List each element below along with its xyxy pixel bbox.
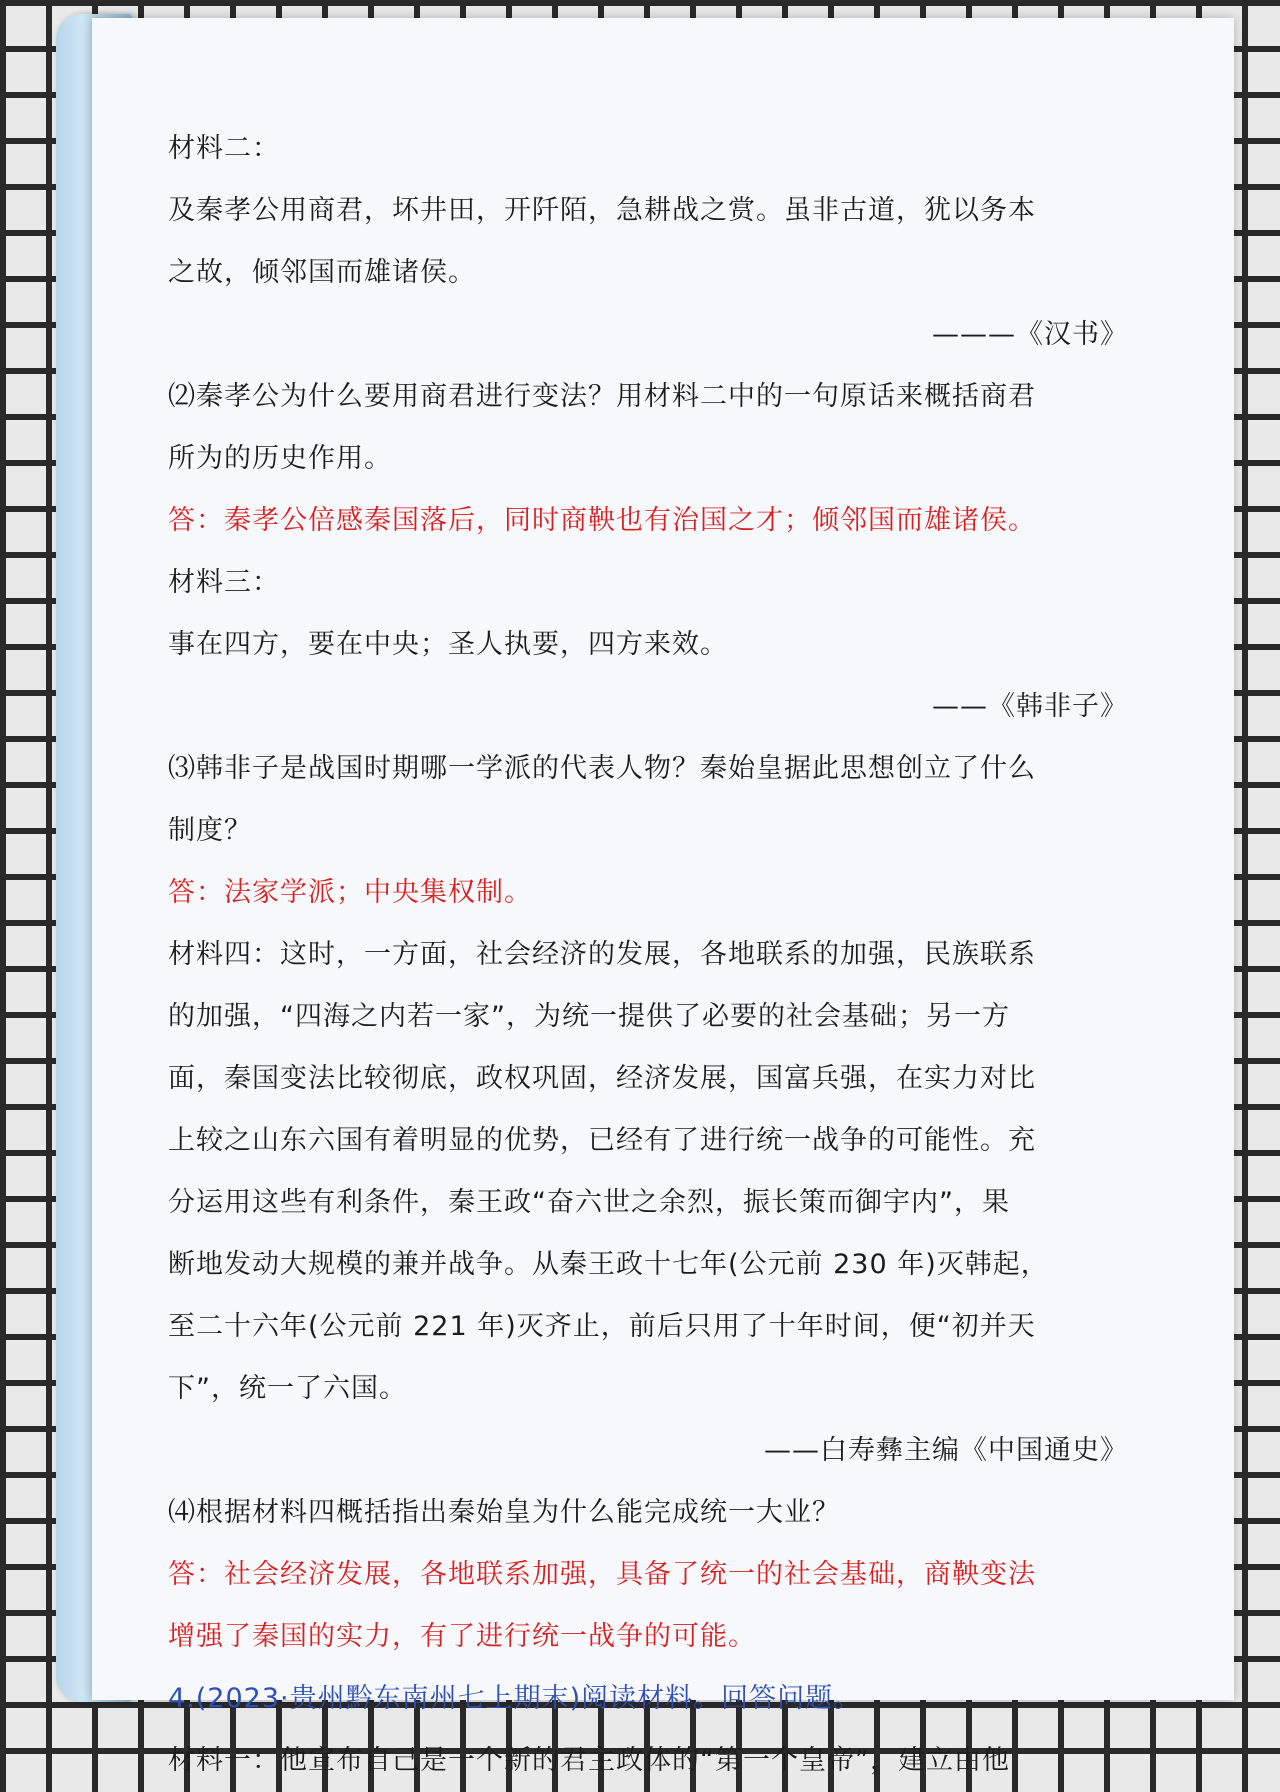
question-4: ⑷根据材料四概括指出秦始皇为什么能完成统一大业？: [168, 1497, 840, 1528]
answer-4: 增强了秦国的实力，有了进行统一战争的可能。: [168, 1621, 756, 1652]
material-4-text: 的加强，“四海之内若一家”，为统一提供了必要的社会基础；另一方: [168, 1001, 1010, 1032]
question-2: ⑵秦孝公为什么要用商君进行变法？用材料二中的一句原话来概括商君: [168, 381, 1036, 412]
material-3-heading: 材料三：: [168, 567, 280, 598]
page-text: [168, 118, 1168, 1792]
question-4-header: 4.(2023·贵州黔东南州七上期末)阅读材料。回答问题。: [168, 1683, 862, 1714]
answer-2: 答：秦孝公倍感秦国落后，同时商鞅也有治国之才；倾邻国而雄诸侯。: [168, 505, 1036, 536]
material-3-text: 事在四方，要在中央；圣人执要，四方来效。: [168, 629, 728, 660]
question-3: 制度？: [168, 815, 252, 846]
material-2-text: 之故，倾邻国而雄诸侯。: [168, 257, 476, 288]
material-2-text: 及秦孝公用商君，坏井田，开阡陌，急耕战之赏。虽非古道，犹以务本: [168, 195, 1036, 226]
question-3: ⑶韩非子是战国时期哪一学派的代表人物？秦始皇据此思想创立了什么: [168, 753, 1036, 784]
material-4-text: 上较之山东六国有着明显的优势，已经有了进行统一战争的可能性。充: [168, 1125, 1036, 1156]
material-1-text: 材料一：他宣布自己是一个新的君主政体的“第一个皇帝”，建立由他: [168, 1745, 1010, 1776]
question-2: 所为的历史作用。: [168, 443, 392, 474]
material-4-text: 至二十六年(公元前 221 年)灭齐止，前后只用了十年时间，便“初并天: [168, 1311, 1036, 1342]
material-3-source: ——《韩非子》: [932, 691, 1128, 722]
material-4-text: 分运用这些有利条件，秦王政“奋六世之余烈，振长策而御宇内”，果: [168, 1187, 1010, 1218]
material-4-text: 下”，统一了六国。: [168, 1373, 407, 1404]
answer-4: 答：社会经济发展，各地联系加强，具备了统一的社会基础，商鞅变法: [168, 1559, 1036, 1590]
material-4-text: 断地发动大规模的兼并战争。从秦王政十七年(公元前 230 年)灭韩起，: [168, 1249, 1049, 1280]
material-4-source: ——白寿彝主编《中国通史》: [764, 1435, 1128, 1466]
material-2-heading: 材料二：: [168, 133, 280, 164]
material-4-text: 面，秦国变法比较彻底，政权巩固，经济发展，国富兵强，在实力对比: [168, 1063, 1036, 1094]
material-2-source: ———《汉书》: [932, 319, 1128, 350]
material-4-text: 材料四：这时，一方面，社会经济的发展，各地联系的加强，民族联系: [168, 939, 1036, 970]
answer-3: 答：法家学派；中央集权制。: [168, 877, 532, 908]
